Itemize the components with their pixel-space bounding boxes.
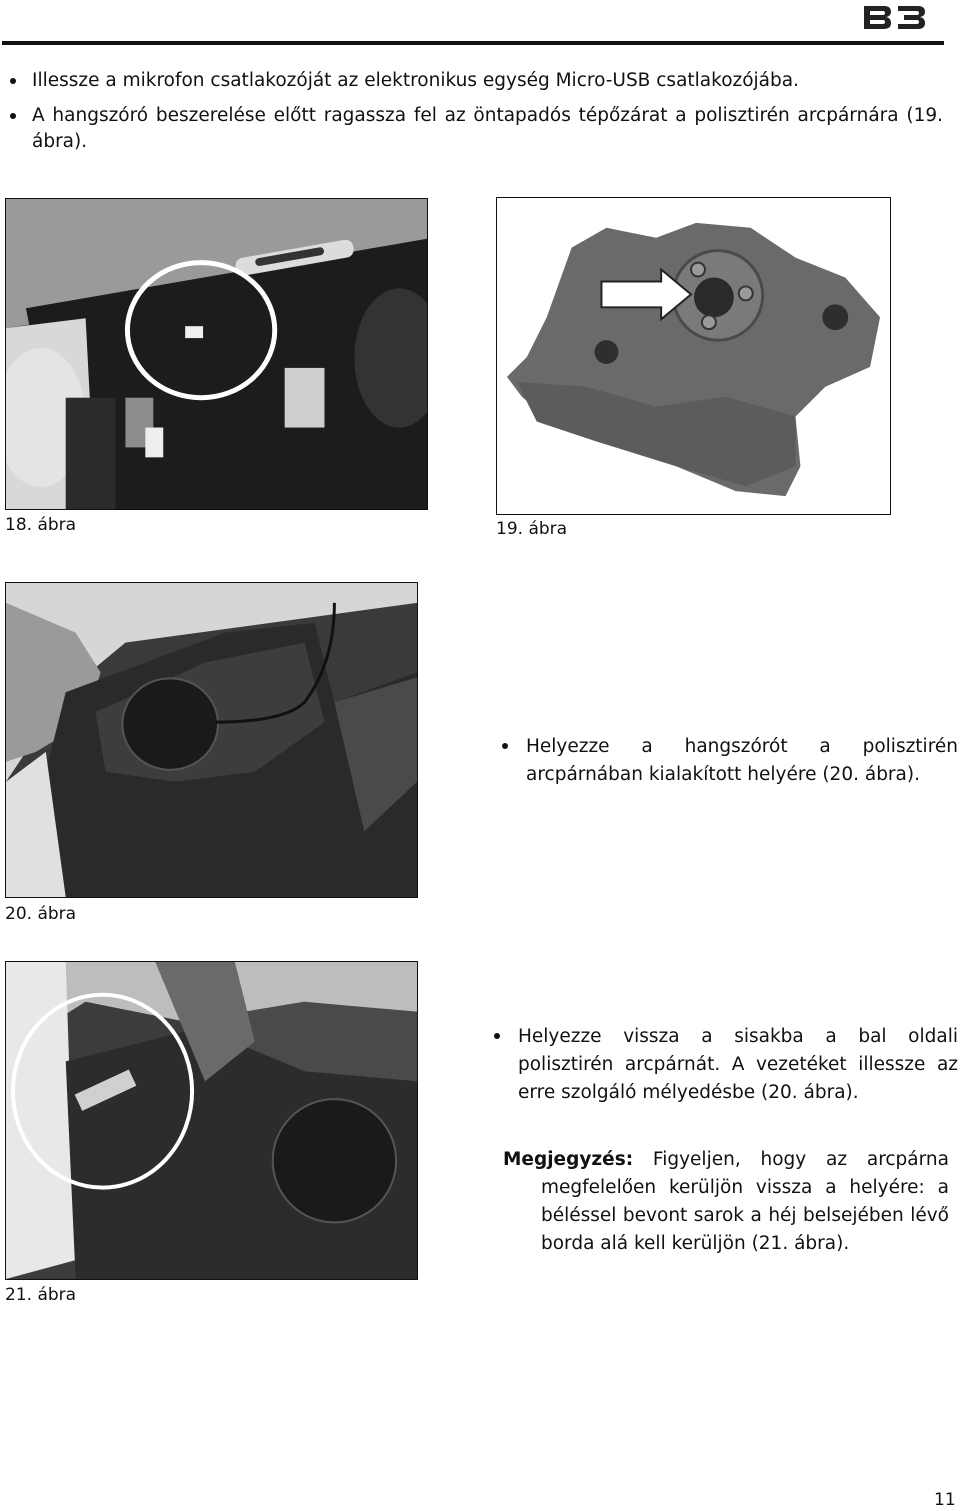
figure-20-photo <box>5 582 418 898</box>
header-rule <box>2 41 944 45</box>
instruction-bullet: Helyezze a hangszórót a polisztirén arcpárnában kialakított helyére (20. ábra). <box>500 733 958 789</box>
figure-20-caption: 20. ábra <box>5 904 77 924</box>
figure-18-caption: 18. ábra <box>5 515 77 535</box>
instruction-bullet: Helyezze vissza a sisakba a bal oldali polisztirén arcpárnát. A vezetéket illessze az erre szolgáló mélyedésbe (20. ábra). <box>492 1023 958 1107</box>
figure-21-caption: 21. ábra <box>5 1285 77 1305</box>
figure-20-instructions <box>500 733 958 789</box>
figure-19-caption: 19. ábra <box>496 519 568 539</box>
page-number: 11 <box>934 1490 956 1510</box>
note-first-line-text: Figyeljen, hogy az arcpárna <box>652 1149 949 1170</box>
figure-18-photo <box>5 198 428 510</box>
note-text: megfelelően kerüljön vissza a helyére: a béléssel bevont sarok a héj belsejében lévő borda alá kell kerüljön (21. ábra). <box>541 1177 949 1254</box>
note-first-line <box>503 1146 949 1174</box>
figure-21-photo <box>5 961 418 1280</box>
figure-21-instructions <box>492 1023 958 1107</box>
instruction-bullet: A hangszóró beszerelése előtt ragassza fel az öntapadós tépőzárat a polisztirén arcpárnára (19. ábra). <box>8 103 943 155</box>
figure-19-photo <box>496 197 891 515</box>
instruction-bullet: Illessze a mikrofon csatlakozóját az elektronikus egység Micro-USB csatlakozójába. <box>8 68 943 94</box>
top-instruction-list <box>8 68 943 164</box>
brand-logo <box>860 2 930 32</box>
note-label: Megjegyzés: <box>503 1149 634 1170</box>
note-block <box>503 1146 949 1258</box>
